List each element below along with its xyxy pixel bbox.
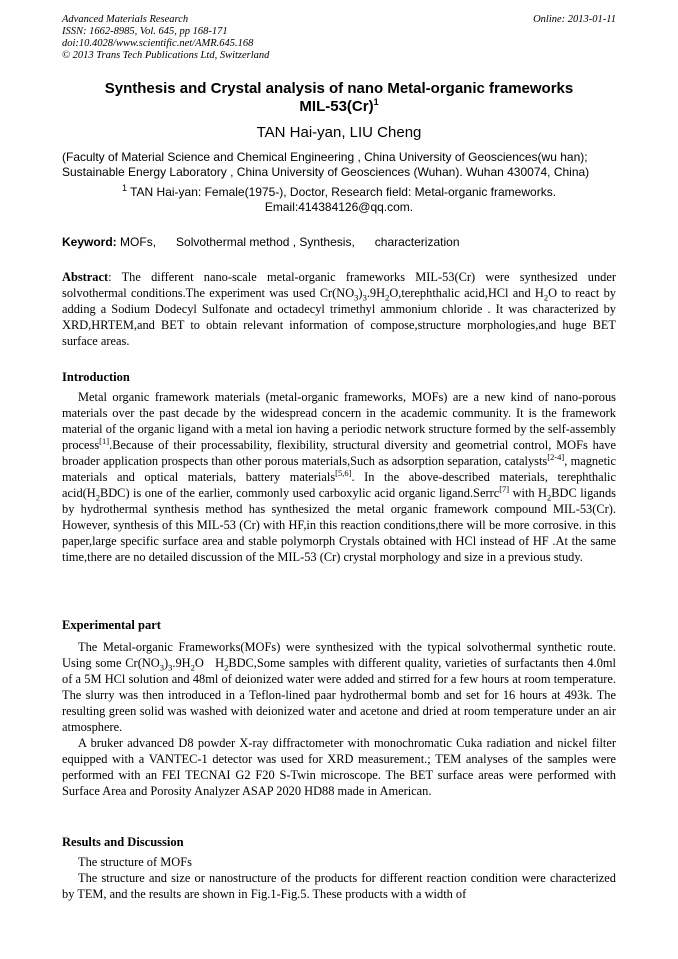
subscript: 3: [362, 292, 367, 303]
journal-copyright: © 2013 Trans Tech Publications Ltd, Switzerland: [62, 50, 270, 61]
subscript: 3: [354, 292, 359, 303]
affiliation: [62, 150, 622, 180]
subscript: 3: [159, 662, 164, 673]
citation: [1]: [99, 435, 110, 446]
affiliation-line-1: (Faculty of Material Science and Chemical Engineering , China University of Geosciences(wu han);: [62, 150, 588, 164]
intro-text: . In the above-described materials, terephthalic acid(H: [62, 470, 616, 500]
subscript: 3: [168, 662, 173, 673]
affiliation-line-2: Sustainable Energy Laboratory , China University of Geosciences (Wuhan). Wuhan 430074, China): [62, 165, 590, 179]
introduction-heading: Introduction: [62, 370, 130, 384]
journal-name: Advanced Materials Research: [62, 14, 189, 25]
journal-issn: ISSN: 1662-8985, Vol. 645, pp 168-171: [62, 26, 228, 37]
abstract-text: ): [358, 286, 363, 300]
author-list: TAN Hai-yan, LIU Cheng: [256, 124, 422, 141]
intro-text: , magnetic materials and optical materials, battery materials: [62, 454, 616, 484]
online-date: Online: 2013-01-11: [533, 14, 616, 25]
results-heading: Results and Discussion: [62, 835, 184, 849]
journal-doi: doi:10.4028/www.scientific.net/AMR.645.168: [62, 38, 254, 49]
subscript: 2: [385, 292, 390, 303]
abstract-text: : The different nano-scale metal-organic frameworks MIL-53(Cr) were synthesized under solvothermal conditions.The experiment was used Cr(NO: [62, 270, 616, 300]
exp-text: O H: [194, 656, 225, 670]
subscript: 2: [547, 492, 552, 503]
abstract-text: O,terephthalic acid,HCl and H: [389, 286, 544, 300]
intro-text: BDC) is one of the earlier, commonly used carboxylic acid organic ligand.Serrc: [99, 486, 500, 500]
exp-text: ): [163, 656, 169, 670]
intro-text: with H: [509, 486, 548, 500]
footnote-line-1: [62, 185, 616, 200]
abstract-text: .9H: [366, 286, 386, 300]
subscript: 2: [190, 662, 195, 673]
footnote-mark: 1: [121, 183, 127, 193]
subscript: 2: [543, 292, 549, 303]
title-line-2-text: MIL-53(Cr): [299, 98, 374, 115]
abstract: [62, 269, 616, 349]
title-line-1: Synthesis and Crystal analysis of nano Metal-organic frameworks: [104, 80, 574, 97]
citation: [2-4]: [547, 451, 565, 462]
footnote-text-1: TAN Hai-yan: Female(1975-), Doctor, Research field: Metal-organic frameworks.: [126, 185, 557, 199]
exp-text: BDC,Some samples with different quality, varieties of surfactants then 4.0ml of a 5M HCl solution and 48ml of deionized water were added and stirred for a few hours at room temperature. The slurry was then introduced in a Teflon-lined paar hydrothermal bomb and set for 16 hours at 493k. The resulting green solid was washed with deionized water and acetone and dried at room temperature under an air atmosphere.: [62, 656, 616, 734]
keywords: [62, 235, 616, 250]
exp-text: The Metal-organic Frameworks(MOFs) were synthesized with the typical solvothermal synthetic route. Using some Cr(NO: [62, 640, 616, 670]
intro-text: Metal organic framework materials (metal-organic frameworks, MOFs) are a new kind of nano-porous materials over the past decade by the widespread concern in the academic community. It is the framework material of the organic ligand with a metal ion having a periodic network structure formed by the self-assembly process: [62, 390, 616, 452]
results-paragraph-1: The structure and size or nanostructure of the products for different reaction condition were characterized by TEM, and the results are shown in Fig.1-Fig.5. These products with a width of: [62, 871, 616, 901]
experimental-heading: Experimental part: [62, 618, 161, 632]
abstract-text: O to react by adding a Sodium Dodecyl Sulfonate and octadecyl trimethyl ammonium chloride . It was characterized by XRD,HRTEM,and BET to obtain relevant information of compose,structure morphologies,and huge BET surface areas.: [62, 286, 616, 348]
title-line-2: [62, 98, 616, 116]
exp-text: .9H: [172, 656, 191, 670]
citation: [7]: [499, 483, 510, 494]
journal-header: [62, 14, 616, 62]
results-body: [62, 854, 616, 902]
intro-text: BDC ligands by hydrothermal synthesis method has synthesized the metal organic framework compound MIL-53(Cr). However, synthesis of this MIL-53 (Cr) with HF,in this reaction conditions,there will be more corrosive. in this paper,large specific surface area and stable polymorph Crystals obtained with HCl instead of HF .At the same time,there are no detailed discussion of the MIL-53 (Cr) crystal morphology and size in a previous study.: [62, 486, 616, 564]
subscript: 2: [95, 492, 100, 503]
experimental-body: [62, 639, 616, 799]
citation: [5,6]: [335, 467, 352, 478]
intro-text: .Because of their processability, flexibility, structural diversity and geometrial control, MOFs have broader application prospects than other porous materials,Such as adsorption separation, catalysts: [62, 438, 616, 468]
results-subheading: The structure of MOFs: [78, 855, 192, 869]
title-footnote-mark: 1: [373, 97, 379, 107]
experimental-paragraph-2: A bruker advanced D8 powder X-ray diffractometer with monochromatic Cuka radiation and nickel filter equipped with a VANTEC-1 detector was used for XRD measurement.; TEM analyses of the samples were performed with an FEI TECNAI G2 F20 S-Twin microscope. The BET surface areas were performed with Surface Area and Porosity Analyzer ASAP 2020 HD88 made in American.: [62, 736, 616, 798]
author-footnote: [62, 185, 616, 215]
abstract-label: Abstract: [62, 270, 109, 284]
subscript: 2: [224, 662, 229, 673]
keywords-label: Keyword:: [62, 235, 117, 249]
introduction-body: [62, 389, 616, 565]
footnote-line-2: Email:414384126@qq.com.: [264, 200, 414, 214]
keywords-list: MOFs, Solvothermal method , Synthesis, characterization: [120, 235, 460, 249]
paper-title: [62, 80, 616, 116]
